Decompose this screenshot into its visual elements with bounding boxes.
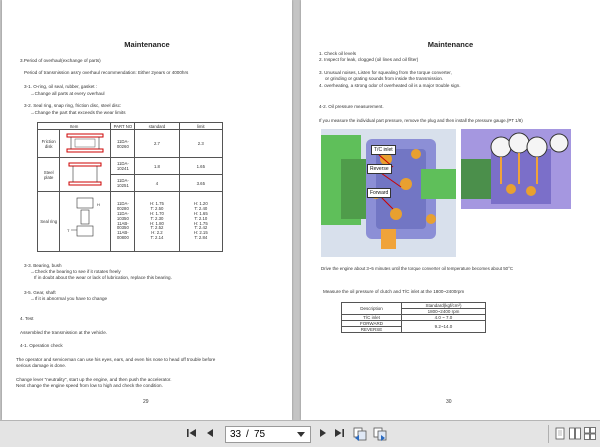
page-title: Maintenance bbox=[427, 40, 474, 49]
first-page-icon[interactable] bbox=[185, 427, 199, 441]
total-pages: 75 bbox=[254, 429, 266, 440]
text-line: serious damage is done. bbox=[16, 363, 67, 368]
toolbar-divider bbox=[548, 425, 549, 443]
text-line: 4-2. Oil pressure measurement. bbox=[319, 104, 384, 109]
text-line: 4. overheating, a strong odor of overheated oil is a major trouble sign. bbox=[319, 83, 461, 88]
navigation-toolbar bbox=[0, 420, 600, 447]
pressure-gauge-photo bbox=[461, 129, 571, 209]
item-label: Friction disk bbox=[38, 130, 60, 158]
table-header: standard bbox=[135, 123, 179, 130]
table-header: PART NO bbox=[111, 123, 135, 130]
steel-plate-drawing bbox=[60, 158, 111, 192]
text-line: Change lever "neutrality", start up the engine, and then push the accelerator. bbox=[16, 377, 172, 382]
text-line: Measure the oil pressure of clutch and T/C inlet at the 1800~2400rpm bbox=[323, 289, 465, 294]
page-number-input[interactable] bbox=[225, 426, 311, 443]
text-line: 3-1. O-ring, oil seal, rubber, gasket : bbox=[24, 84, 98, 89]
table-row: 11DA- 10251 4 3.65 bbox=[38, 175, 223, 192]
current-page: 33 bbox=[230, 429, 242, 440]
text-line: →Change all parts at every overhaul bbox=[30, 91, 105, 96]
text-line: Next change the engine speed from low to high and check the condition. bbox=[16, 383, 163, 388]
table-header: Description bbox=[342, 303, 402, 315]
text-line: 3-5. Gear, shaft bbox=[24, 290, 56, 295]
single-page-view-icon[interactable] bbox=[554, 427, 566, 441]
text-line: Drive the engine about 3~5 minutes until the torque converter oil temperature becomes about 50°C bbox=[321, 266, 514, 271]
text-line: →If it is abnormal you have to change bbox=[30, 296, 108, 301]
text-line: 1. Check oil levels bbox=[319, 51, 357, 56]
page-title: Maintenance bbox=[124, 40, 170, 49]
text-line: 4-1. Operation check bbox=[20, 343, 63, 348]
table-row: T/C inlet 4.0 ~ 7.0 bbox=[342, 315, 486, 321]
table-header: limit bbox=[179, 123, 222, 130]
callout-tc-inlet: T/C inlet bbox=[371, 145, 396, 155]
text-line: Period of transmission ass'y overhaul recommendation: Either 2years or 4000hrs bbox=[24, 70, 189, 75]
text-line: 3-3. Bearing, bush bbox=[24, 263, 62, 268]
table-header: Item bbox=[38, 123, 111, 130]
svg-text:H: H bbox=[97, 202, 101, 207]
wear-limit-table bbox=[37, 122, 223, 252]
text-line: →Change the part that exceeds the wear limits bbox=[30, 110, 126, 115]
table-row: REVERSE bbox=[342, 327, 486, 333]
text-line: or grinding or grating sounds from inside the transmission. bbox=[325, 76, 444, 81]
table-header: Standard(kgf/cm²) bbox=[402, 303, 486, 309]
seal-ring-drawing bbox=[60, 192, 111, 252]
two-page-view-icon[interactable] bbox=[569, 427, 581, 441]
text-line: 3. Unusual noises, Listen for squealing from the torque converter, bbox=[319, 70, 452, 75]
page-separator: / bbox=[246, 429, 249, 440]
pressure-table: Description Standard(kgf/cm²) 1800~2400 rpm T/C inlet 4.0 ~ 7.0 FORWARD 9.2~14.0 REVERSE bbox=[341, 302, 486, 333]
svg-text:T: T bbox=[67, 228, 70, 233]
table-row: Seal ring T H 11DA- 00280 11DA- 10350 11AB- 00350 11AB- 00800 H: 1.75 T: 2.50 H: 1.70 T: 2.30 H: 1.80 T: 2.52 H: 2.2 T: 2.14 H: 1.20 T: 2.40 H: 1.65 T: 2.10 H: 1.75 T: 2.42 H: 2.15 T: 2.84 bbox=[38, 192, 223, 252]
table-row: Steel plate 11DA- 10241 1.8 1.65 bbox=[38, 158, 223, 175]
text-line: 3.Period of overhaul(exchange of parts) bbox=[20, 58, 101, 63]
callout-reverse: Reverse bbox=[367, 164, 392, 174]
table-row: FORWARD 9.2~14.0 bbox=[342, 321, 486, 327]
text-line: If you measure the individual part pressure, remove the plug and then install the pressure gauge.(PT 1/8) bbox=[319, 118, 523, 123]
text-line: The operator and serviceman can use his eyes, ears, and even his nose to head off trouble before bbox=[16, 357, 216, 362]
last-page-icon[interactable] bbox=[332, 427, 346, 441]
next-page-icon[interactable] bbox=[316, 427, 330, 441]
page-number: 29 bbox=[143, 399, 149, 405]
back-icon[interactable] bbox=[352, 427, 368, 441]
text-line: 4. Test bbox=[20, 316, 34, 321]
text-line: 2. Inspect for leak, clogged (oil lines and oil filter) bbox=[319, 57, 419, 62]
callout-forward: Forward bbox=[367, 188, 391, 198]
page-30 bbox=[301, 0, 600, 420]
chevron-down-icon[interactable] bbox=[296, 427, 306, 447]
page-number: 30 bbox=[446, 399, 452, 405]
page-29 bbox=[2, 0, 292, 420]
continuous-view-icon[interactable] bbox=[584, 427, 596, 441]
text-line: Assembled the transmission at the vehicle. bbox=[20, 330, 108, 335]
text-line: 3-2. Seal ring, snap ring, friction disc, steel disc: bbox=[24, 103, 122, 108]
forward-icon[interactable] bbox=[372, 427, 388, 441]
friction-disk-drawing bbox=[60, 130, 111, 158]
text-line: If in doubt about the wear or lack of lubrication, replace this bearing. bbox=[34, 275, 172, 280]
prev-page-icon[interactable] bbox=[203, 427, 217, 441]
table-row: Friction disk 11DA- 00260 2.7 2.3 bbox=[38, 130, 223, 158]
text-line: →Check the bearing to see if it rotates freely bbox=[30, 269, 121, 274]
